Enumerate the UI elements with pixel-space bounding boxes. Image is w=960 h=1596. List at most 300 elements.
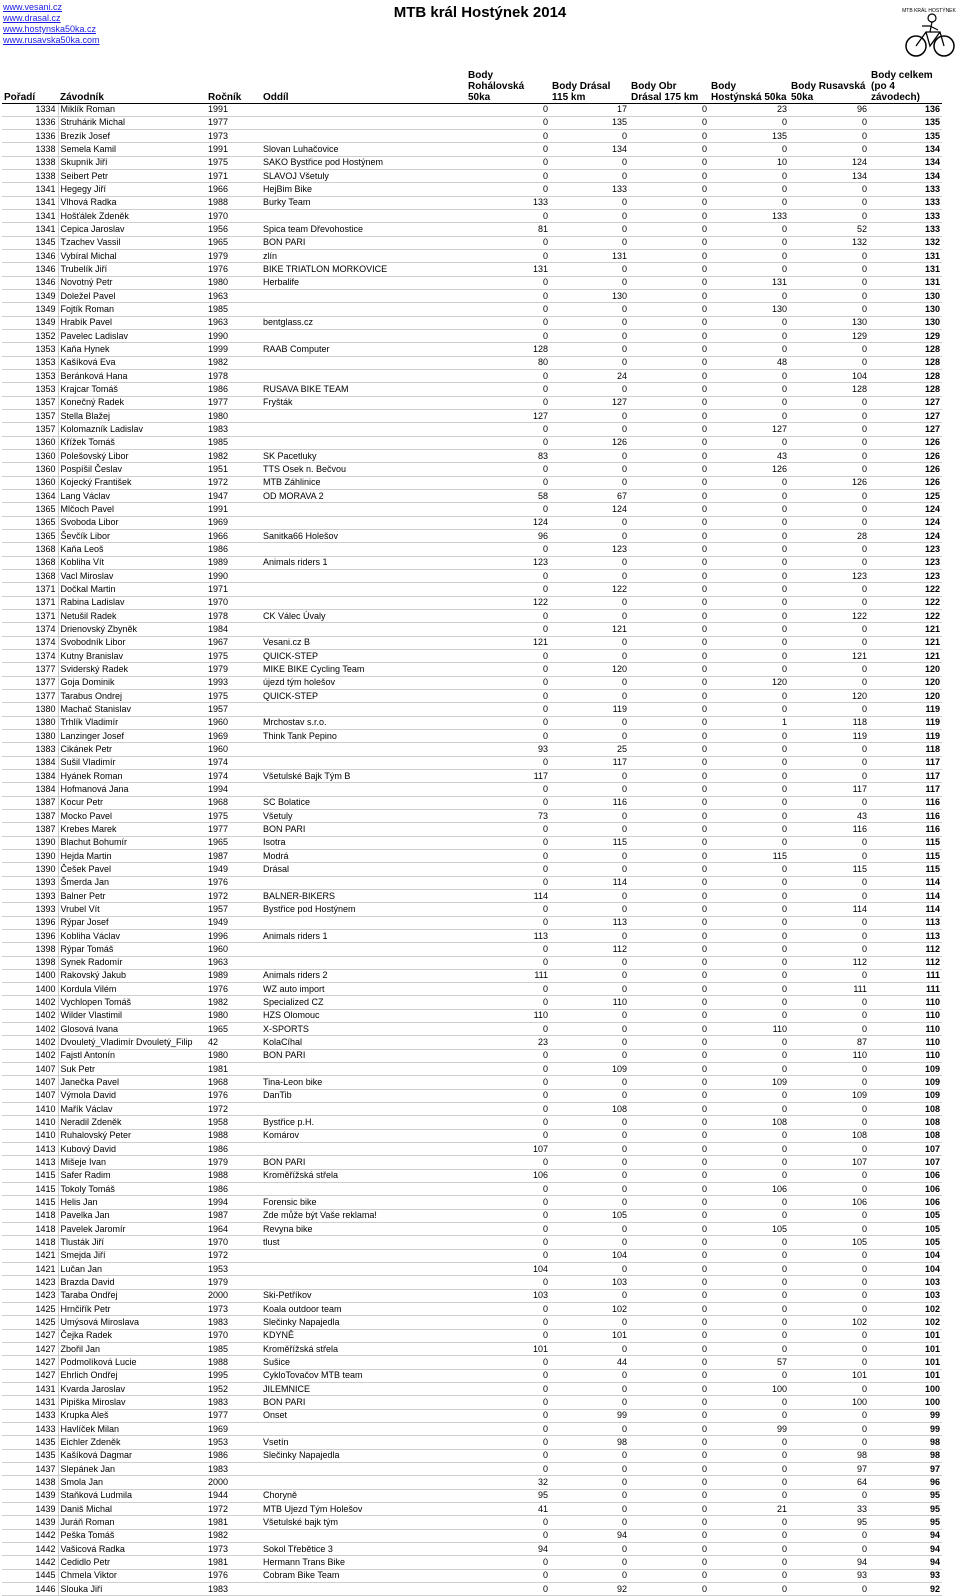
drasal-cell: 0 [550,1156,629,1169]
rank-cell: 1341 [2,183,58,196]
table-row [2,356,942,369]
total-cell: 114 [869,876,942,889]
obr-drasal-cell: 0 [629,1143,709,1156]
table-row [2,1143,942,1156]
obr-drasal-cell: 0 [629,1396,709,1409]
total-cell: 113 [869,929,942,942]
total-cell: 112 [869,943,942,956]
year-cell: 1983 [206,1582,261,1595]
club-cell [261,1143,466,1156]
drasal-cell: 135 [550,116,629,129]
hostynska-cell: 110 [709,1023,789,1036]
table-row [2,863,942,876]
rusavska-cell: 0 [789,1289,869,1302]
year-cell: 1994 [206,1196,261,1209]
rohalovska-cell: 128 [466,343,550,356]
total-cell: 106 [869,1169,942,1182]
rohalovska-cell: 0 [466,290,550,303]
drasal-cell: 124 [550,503,629,516]
drasal-cell: 0 [550,1223,629,1236]
link-drasal[interactable]: www.drasal.cz [3,13,61,23]
year-cell: 1958 [206,1116,261,1129]
club-cell: KDYNĚ [261,1329,466,1342]
rohalovska-cell: 0 [466,503,550,516]
year-cell: 1969 [206,516,261,529]
table-row [2,1489,942,1502]
rusavska-cell: 0 [789,183,869,196]
year-cell: 1972 [206,889,261,902]
drasal-cell: 25 [550,743,629,756]
club-cell [261,303,466,316]
table-row [2,1476,942,1489]
racer-cell: Skupník Jiří [58,156,206,169]
racer-cell: Hrnčiřík Petr [58,1303,206,1316]
obr-drasal-cell: 0 [629,743,709,756]
rank-cell: 1371 [2,596,58,609]
racer-cell: Kaňa Leoš [58,543,206,556]
racer-cell: Vychlopen Tomáš [58,996,206,1009]
rohalovska-cell: 0 [466,569,550,582]
total-cell: 110 [869,1009,942,1022]
rank-cell: 1345 [2,236,58,249]
rusavska-cell: 107 [789,1156,869,1169]
rusavska-cell: 0 [789,676,869,689]
club-cell: SLAVOJ Všetuly [261,170,466,183]
table-row [2,516,942,529]
col-racer: Závodník [58,66,206,103]
drasal-cell: 115 [550,836,629,849]
club-cell [261,410,466,423]
racer-cell: Hegegy Jiří [58,183,206,196]
obr-drasal-cell: 0 [629,609,709,622]
rank-cell: 1341 [2,223,58,236]
year-cell: 1975 [206,156,261,169]
link-rusavska[interactable]: www.rusavska50ka.com [3,35,100,45]
year-cell: 1989 [206,556,261,569]
obr-drasal-cell: 0 [629,1209,709,1222]
year-cell: 1982 [206,996,261,1009]
racer-cell: Kubový David [58,1143,206,1156]
table-row [2,1103,942,1116]
rank-cell: 1407 [2,1089,58,1102]
rusavska-cell: 0 [789,196,869,209]
drasal-cell: 0 [550,1049,629,1062]
club-cell [261,543,466,556]
hostynska-cell: 0 [709,756,789,769]
rank-cell: 1353 [2,370,58,383]
rusavska-cell: 0 [789,943,869,956]
rusavska-cell: 119 [789,729,869,742]
rusavska-cell: 0 [789,769,869,782]
drasal-cell: 0 [550,383,629,396]
total-cell: 120 [869,676,942,689]
rank-cell: 1435 [2,1436,58,1449]
rohalovska-cell: 93 [466,743,550,756]
hostynska-cell: 0 [709,1063,789,1076]
rank-cell: 1380 [2,716,58,729]
hostynska-cell: 0 [709,316,789,329]
obr-drasal-cell: 0 [629,210,709,223]
table-row [2,1556,942,1569]
total-cell: 111 [869,969,942,982]
racer-cell: Cedidlo Petr [58,1556,206,1569]
rusavska-cell: 101 [789,1369,869,1382]
table-row [2,1569,942,1582]
club-cell: KolaCíhal [261,1036,466,1049]
hostynska-cell: 0 [709,1303,789,1316]
club-cell: Kroměřížská střela [261,1343,466,1356]
rank-cell: 1410 [2,1116,58,1129]
year-cell: 1996 [206,929,261,942]
rusavska-cell: 115 [789,863,869,876]
hostynska-cell: 0 [709,623,789,636]
year-cell: 1991 [206,143,261,156]
rusavska-cell: 0 [789,450,869,463]
obr-drasal-cell: 0 [629,1529,709,1542]
racer-cell: Kobliha Vít [58,556,206,569]
club-cell [261,1183,466,1196]
club-cell [261,743,466,756]
hostynska-cell: 109 [709,1076,789,1089]
drasal-cell: 0 [550,1422,629,1435]
rusavska-cell: 0 [789,596,869,609]
total-cell: 119 [869,703,942,716]
table-row [2,809,942,822]
rank-cell: 1336 [2,130,58,143]
rusavska-cell: 0 [789,1263,869,1276]
total-cell: 99 [869,1422,942,1435]
year-cell: 1965 [206,1023,261,1036]
club-cell: Isotra [261,836,466,849]
obr-drasal-cell: 0 [629,250,709,263]
obr-drasal-cell: 0 [629,823,709,836]
rank-cell: 1377 [2,676,58,689]
rohalovska-cell: 0 [466,676,550,689]
rusavska-cell: 106 [789,1196,869,1209]
club-cell [261,356,466,369]
drasal-cell: 0 [550,1369,629,1382]
total-cell: 116 [869,823,942,836]
table-row [2,1316,942,1329]
rusavska-cell: 114 [789,903,869,916]
total-cell: 124 [869,516,942,529]
obr-drasal-cell: 0 [629,1289,709,1302]
hostynska-cell: 0 [709,569,789,582]
link-hostynska[interactable]: www.hostynska50ka.cz [3,24,97,34]
rusavska-cell: 117 [789,783,869,796]
table-row [2,756,942,769]
racer-cell: Kordula Vilém [58,983,206,996]
total-cell: 126 [869,436,942,449]
drasal-cell: 17 [550,103,629,116]
obr-drasal-cell: 0 [629,1049,709,1062]
total-cell: 122 [869,583,942,596]
rohalovska-cell: 122 [466,596,550,609]
racer-cell: Zbořil Jan [58,1343,206,1356]
drasal-cell: 0 [550,596,629,609]
drasal-cell: 0 [550,1183,629,1196]
racer-cell: Pospíšil Česlav [58,463,206,476]
racer-cell: Neradil Zdeněk [58,1116,206,1129]
racer-cell: Chmela Viktor [58,1569,206,1582]
year-cell: 1977 [206,116,261,129]
year-cell: 1944 [206,1489,261,1502]
club-cell: QUICK-STEP [261,649,466,662]
table-row [2,1329,942,1342]
year-cell: 1967 [206,636,261,649]
rank-cell: 1442 [2,1529,58,1542]
total-cell: 118 [869,743,942,756]
hostynska-cell: 0 [709,1582,789,1595]
total-cell: 107 [869,1143,942,1156]
rusavska-cell: 124 [789,156,869,169]
year-cell: 1980 [206,1049,261,1062]
obr-drasal-cell: 0 [629,356,709,369]
total-cell: 136 [869,103,942,116]
rohalovska-cell: 0 [466,983,550,996]
total-cell: 130 [869,303,942,316]
hostynska-cell: 127 [709,423,789,436]
year-cell: 1976 [206,983,261,996]
hostynska-cell: 0 [709,1343,789,1356]
racer-cell: Glosová Ivana [58,1023,206,1036]
hostynska-cell: 0 [709,1036,789,1049]
racer-cell: Peška Tomáš [58,1529,206,1542]
hostynska-cell: 108 [709,1116,789,1129]
year-cell: 1977 [206,1409,261,1422]
year-cell: 1952 [206,1383,261,1396]
racer-cell: Mařík Václav [58,1103,206,1116]
drasal-cell: 0 [550,863,629,876]
club-cell [261,569,466,582]
rohalovska-cell: 0 [466,183,550,196]
drasal-cell: 130 [550,290,629,303]
obr-drasal-cell: 0 [629,450,709,463]
total-cell: 95 [869,1489,942,1502]
drasal-cell: 0 [550,236,629,249]
racer-cell: Seibert Petr [58,170,206,183]
rusavska-cell: 110 [789,1049,869,1062]
rusavska-cell: 102 [789,1316,869,1329]
hostynska-cell: 0 [709,929,789,942]
hostynska-cell: 0 [709,396,789,409]
club-cell: Ski-Petříkov [261,1289,466,1302]
obr-drasal-cell: 0 [629,996,709,1009]
drasal-cell: 0 [550,276,629,289]
rohalovska-cell: 0 [466,330,550,343]
obr-drasal-cell: 0 [629,370,709,383]
club-cell [261,503,466,516]
rank-cell: 1421 [2,1263,58,1276]
hostynska-cell: 0 [709,1103,789,1116]
rank-cell: 1360 [2,463,58,476]
rusavska-cell: 0 [789,1223,869,1236]
racer-cell: Sušil Vladimír [58,756,206,769]
drasal-cell: 0 [550,316,629,329]
link-vesani[interactable]: www.vesani.cz [3,2,63,12]
obr-drasal-cell: 0 [629,729,709,742]
rohalovska-cell: 0 [466,276,550,289]
obr-drasal-cell: 0 [629,1263,709,1276]
rank-cell: 1371 [2,609,58,622]
club-cell: MIKE BIKE Cycling Team [261,663,466,676]
rohalovska-cell: 0 [466,370,550,383]
rank-cell: 1387 [2,809,58,822]
rohalovska-cell: 0 [466,689,550,702]
obr-drasal-cell: 0 [629,423,709,436]
col-total: Body celkem (po 4 závodech) [869,66,942,103]
table-row [2,1462,942,1475]
rank-cell: 1398 [2,956,58,969]
year-cell: 1994 [206,783,261,796]
racer-cell: Vašicová Radka [58,1542,206,1555]
club-cell: Slečinky Napajedla [261,1316,466,1329]
rohalovska-cell: 0 [466,316,550,329]
drasal-cell: 0 [550,969,629,982]
rohalovska-cell: 0 [466,916,550,929]
rank-cell: 1377 [2,689,58,702]
rank-cell: 1427 [2,1369,58,1382]
total-cell: 95 [869,1502,942,1515]
year-cell: 1985 [206,1343,261,1356]
total-cell: 101 [869,1369,942,1382]
hostynska-cell: 0 [709,1276,789,1289]
year-cell: 1956 [206,223,261,236]
total-cell: 133 [869,196,942,209]
table-row [2,156,942,169]
year-cell: 1973 [206,1303,261,1316]
year-cell: 1953 [206,1263,261,1276]
racer-cell: Taraba Ondřej [58,1289,206,1302]
rank-cell: 1387 [2,823,58,836]
obr-drasal-cell: 0 [629,303,709,316]
table-row [2,1422,942,1435]
col-rohalovska: Body Rohálovská 50ka [466,66,550,103]
club-cell: TTS Osek n. Bečvou [261,463,466,476]
racer-cell: Lang Václav [58,490,206,503]
club-cell: MTB Ujezd Tým Holešov [261,1502,466,1515]
drasal-cell: 0 [550,569,629,582]
year-cell: 1963 [206,316,261,329]
year-cell: 1976 [206,876,261,889]
rank-cell: 1360 [2,450,58,463]
obr-drasal-cell: 0 [629,756,709,769]
year-cell: 1970 [206,210,261,223]
year-cell: 1972 [206,1103,261,1116]
table-row [2,370,942,383]
table-row [2,663,942,676]
year-cell: 1973 [206,1542,261,1555]
year-cell: 1987 [206,1209,261,1222]
club-cell: Kroměřížská střela [261,1169,466,1182]
rank-cell: 1393 [2,903,58,916]
hostynska-cell: 106 [709,1183,789,1196]
obr-drasal-cell: 0 [629,410,709,423]
table-row [2,849,942,862]
racer-cell: Eichler Zdeněk [58,1436,206,1449]
club-cell: Modrá [261,849,466,862]
total-cell: 110 [869,996,942,1009]
table-row [2,450,942,463]
total-cell: 126 [869,463,942,476]
hostynska-cell: 0 [709,836,789,849]
rohalovska-cell: 0 [466,116,550,129]
obr-drasal-cell: 0 [629,1449,709,1462]
year-cell: 1968 [206,796,261,809]
year-cell: 1960 [206,716,261,729]
rank-cell: 1353 [2,356,58,369]
racer-cell: Struhárik Michal [58,116,206,129]
rusavska-cell: 98 [789,1449,869,1462]
club-cell [261,1103,466,1116]
hostynska-cell: 0 [709,1316,789,1329]
year-cell: 1966 [206,183,261,196]
drasal-cell: 0 [550,223,629,236]
rohalovska-cell: 0 [466,1023,550,1036]
rohalovska-cell: 114 [466,889,550,902]
year-cell: 1979 [206,1276,261,1289]
total-cell: 112 [869,956,942,969]
drasal-cell: 92 [550,1582,629,1595]
racer-cell: Hrabík Pavel [58,316,206,329]
rank-cell: 1390 [2,863,58,876]
obr-drasal-cell: 0 [629,330,709,343]
total-cell: 128 [869,343,942,356]
table-row [2,263,942,276]
rank-cell: 1427 [2,1343,58,1356]
drasal-cell: 123 [550,543,629,556]
racer-cell: Mlčoch Pavel [58,503,206,516]
table-row [2,1369,942,1382]
rank-cell: 1341 [2,196,58,209]
drasal-cell: 0 [550,1196,629,1209]
hostynska-cell: 115 [709,849,789,862]
total-cell: 135 [869,130,942,143]
table-row [2,476,942,489]
rank-cell: 1425 [2,1303,58,1316]
rohalovska-cell: 0 [466,1129,550,1142]
obr-drasal-cell: 0 [629,903,709,916]
rank-cell: 1439 [2,1502,58,1515]
table-row [2,1303,942,1316]
rank-cell: 1357 [2,423,58,436]
obr-drasal-cell: 0 [629,263,709,276]
club-cell: OD MORAVA 2 [261,490,466,503]
club-cell: Revyna bike [261,1223,466,1236]
drasal-cell: 0 [550,903,629,916]
rank-cell: 1336 [2,116,58,129]
club-cell: Animals riders 1 [261,556,466,569]
table-row [2,103,942,116]
drasal-cell: 122 [550,583,629,596]
rohalovska-cell: 117 [466,769,550,782]
year-cell: 1978 [206,609,261,622]
racer-cell: Rýpar Josef [58,916,206,929]
rank-cell: 1346 [2,263,58,276]
table-row [2,1289,942,1302]
table-row [2,543,942,556]
obr-drasal-cell: 0 [629,663,709,676]
obr-drasal-cell: 0 [629,1169,709,1182]
rohalovska-cell: 133 [466,196,550,209]
obr-drasal-cell: 0 [629,1303,709,1316]
table-row [2,1009,942,1022]
rusavska-cell: 0 [789,356,869,369]
obr-drasal-cell: 0 [629,596,709,609]
total-cell: 105 [869,1223,942,1236]
rank-cell: 1413 [2,1143,58,1156]
header-row [2,66,942,103]
